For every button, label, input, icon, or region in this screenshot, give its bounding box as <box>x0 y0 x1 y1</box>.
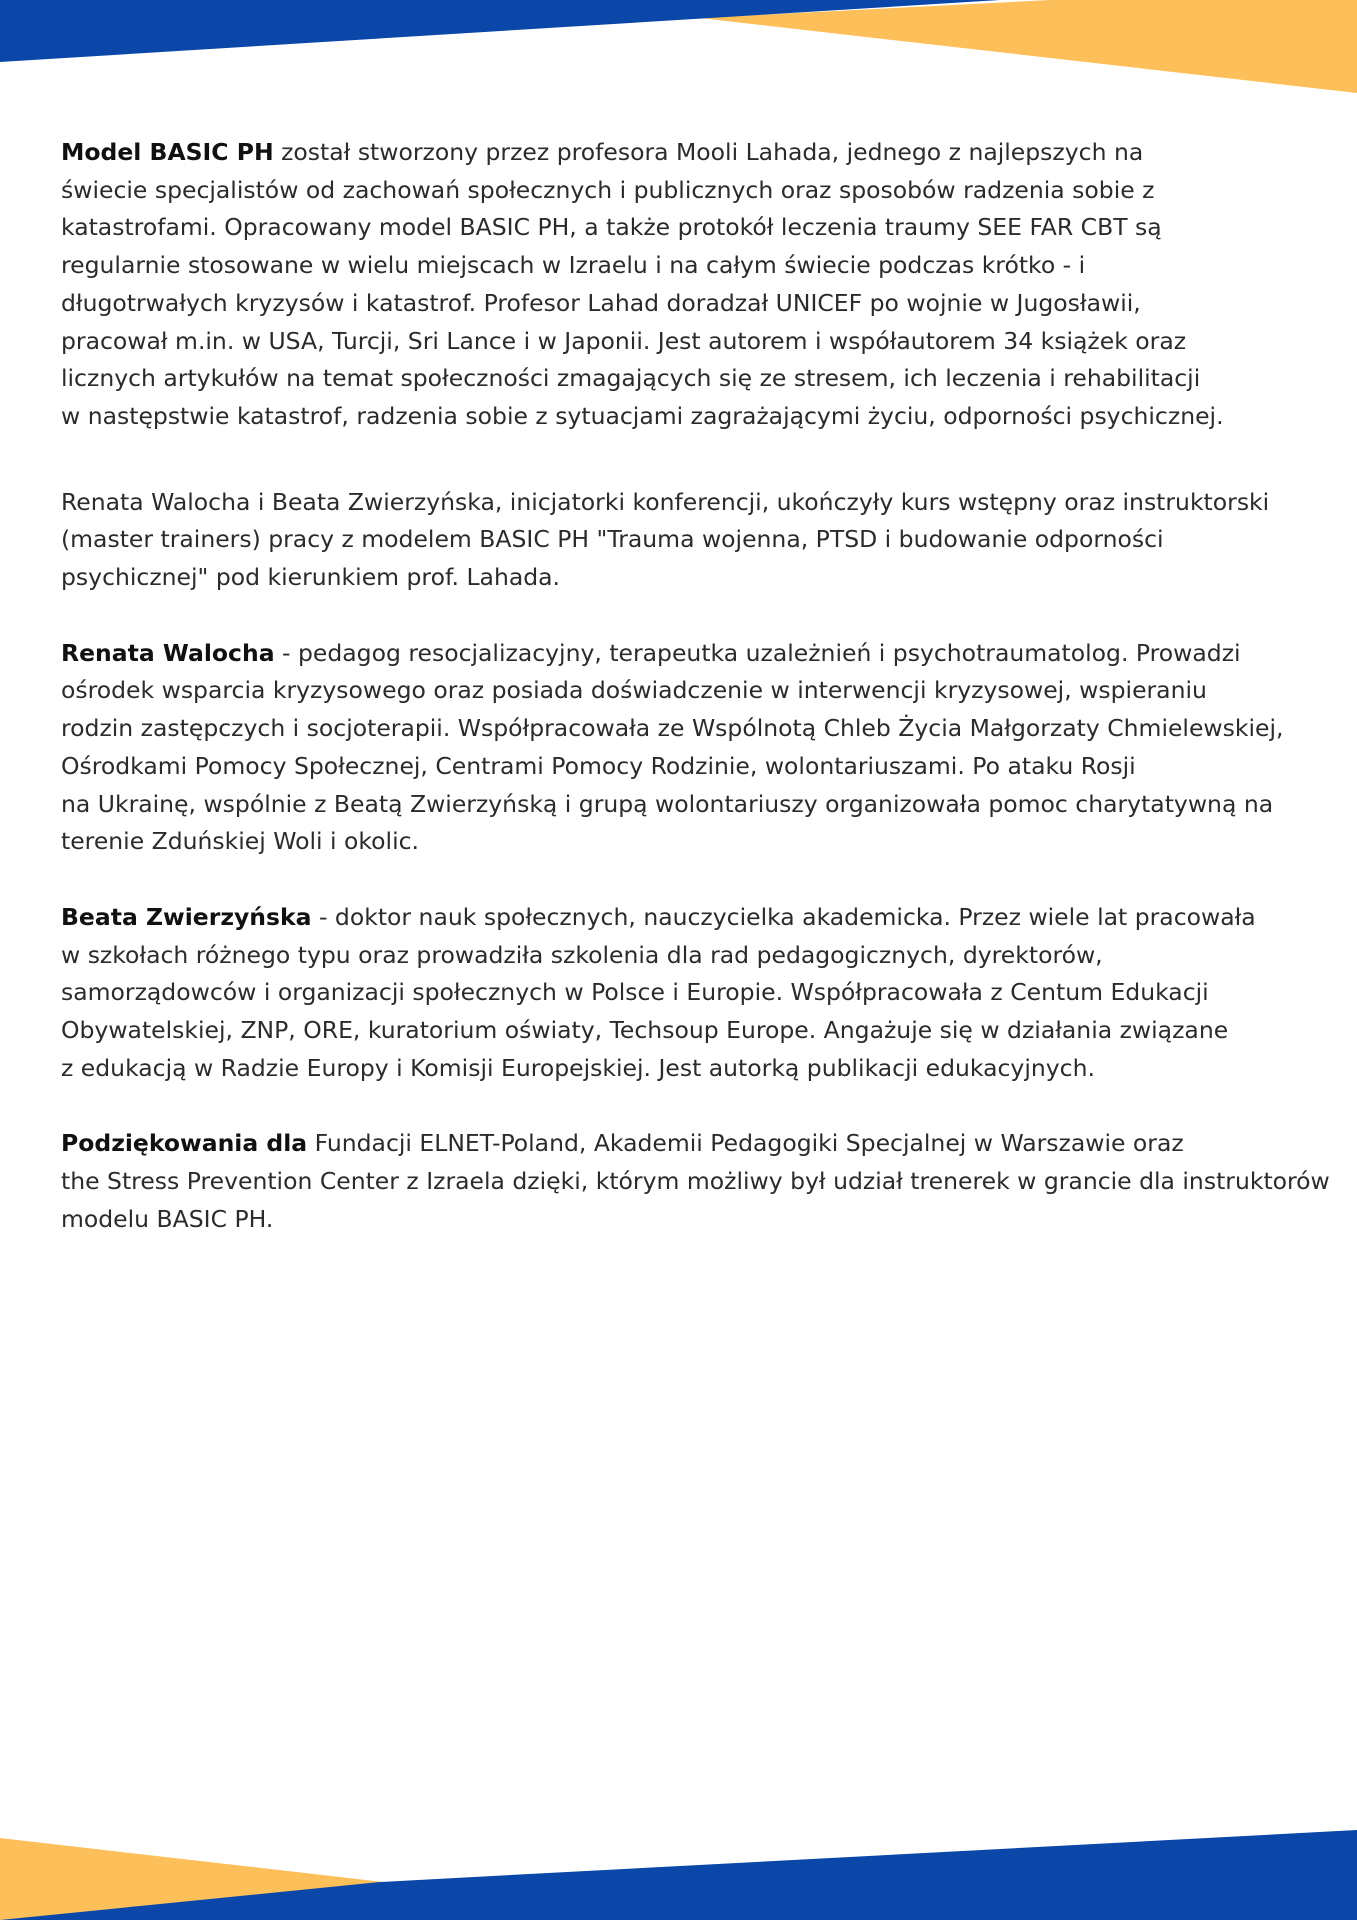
text-line: w szkołach różnego typu oraz prowadziła szkolenia dla rad pedagogicznych, dyrektorów, <box>61 940 1103 969</box>
top-banner-decoration <box>0 0 1357 100</box>
text-line: Renata Walocha - pedagog resocjalizacyjny, terapeutka uzależnień i psychotraumatolog. Prowadzi <box>61 638 1241 667</box>
text-line: długotrwałych kryzysów i katastrof. Profesor Lahad doradzał UNICEF po wojnie w Jugosławii, <box>61 288 1141 317</box>
paragraph-acknowledgements <box>61 1125 1351 1238</box>
top-yellow-stripe <box>700 0 1357 93</box>
text-line: Ośrodkami Pomocy Społecznej, Centrami Pomocy Rodzinie, wolontariuszami. Po ataku Rosji <box>61 751 1136 780</box>
text-line: the Stress Prevention Center z Izraela dzięki, którym możliwy był udział trenerek w grancie dla instruktorów <box>61 1167 1330 1196</box>
text-line: Beata Zwierzyńska - doktor nauk społecznych, nauczycielka akademicka. Przez wiele lat pracowała <box>61 902 1256 931</box>
text-line: regularnie stosowane w wielu miejscach w Izraelu i na całym świecie podczas krótko - i <box>61 251 1086 280</box>
text-line: ośrodek wsparcia kryzysowego oraz posiada doświadczenie w interwencji kryzysowej, wspieraniu <box>61 676 1207 705</box>
text-line: rodzin zastępczych i socjoterapii. Współpracowała ze Wspólnotą Chleb Życia Małgorzaty Chmielewskiej, <box>61 714 1284 743</box>
paragraph-initiators <box>61 484 1351 597</box>
text-line: Renata Walocha i Beata Zwierzyńska, inicjatorki konferencji, ukończyły kurs wstępny oraz instruktorski <box>61 487 1270 516</box>
lead-podziekowania: Podziękowania dla <box>61 1129 308 1158</box>
text-line: z edukacją w Radzie Europy i Komisji Europejskiej. Jest autorką publikacji edukacyjnych. <box>61 1053 1095 1082</box>
lead-model-basic-ph: Model BASIC PH <box>61 138 274 166</box>
text-line: Podziękowania dla Fundacji ELNET-Poland, Akademii Pedagogiki Specjalnej w Warszawie oraz <box>61 1129 1184 1158</box>
text-line: licznych artykułów na temat społeczności zmagających się ze stresem, ich leczenia i rehabilitacji <box>61 364 1201 393</box>
lead-beata-zwierzynska: Beata Zwierzyńska <box>61 902 312 931</box>
text-line: Obywatelskiej, ZNP, ORE, kuratorium oświaty, Techsoup Europe. Angażuje się w działania związane <box>61 1016 1229 1045</box>
bottom-banner-decoration <box>0 1830 1357 1920</box>
paragraph-basic-ph <box>61 134 1351 436</box>
text-line: modelu BASIC PH. <box>61 1204 274 1233</box>
text-line: w następstwie katastrof, radzenia sobie z sytuacjami zagrażającymi życiu, odporności psychicznej. <box>61 401 1224 430</box>
text-line: (master trainers) pracy z modelem BASIC PH "Trauma wojenna, PTSD i budowanie odporności <box>61 525 1164 554</box>
text-line: psychicznej" pod kierunkiem prof. Lahada. <box>61 563 561 592</box>
document-body <box>61 134 1351 1239</box>
text-line: samorządowców i organizacji społecznych w Polsce i Europie. Współpracowała z Centum Edukacji <box>61 978 1209 1007</box>
text-line: Model BASIC PH został stworzony przez profesora Mooli Lahada, jednego z najlepszych na <box>61 138 1144 166</box>
text-line: świecie specjalistów od zachowań społecznych i publicznych oraz sposobów radzenia sobie z <box>61 175 1155 204</box>
text-line: terenie Zduńskiej Woli i okolic. <box>61 827 420 856</box>
text-line: pracował m.in. w USA, Turcji, Sri Lance i w Japonii. Jest autorem i współautorem 34 książek oraz <box>61 326 1187 355</box>
text-line: katastrofami. Opracowany model BASIC PH, a także protokół leczenia traumy SEE FAR CBT są <box>61 213 1162 242</box>
paragraph-beata-zwierzynska <box>61 899 1351 1088</box>
text-line: na Ukrainę, wspólnie z Beatą Zwierzyńską i grupą wolontariuszy organizowała pomoc charytatywną na <box>61 789 1274 818</box>
lead-renata-walocha: Renata Walocha <box>61 638 275 667</box>
paragraph-renata-walocha <box>61 635 1351 861</box>
